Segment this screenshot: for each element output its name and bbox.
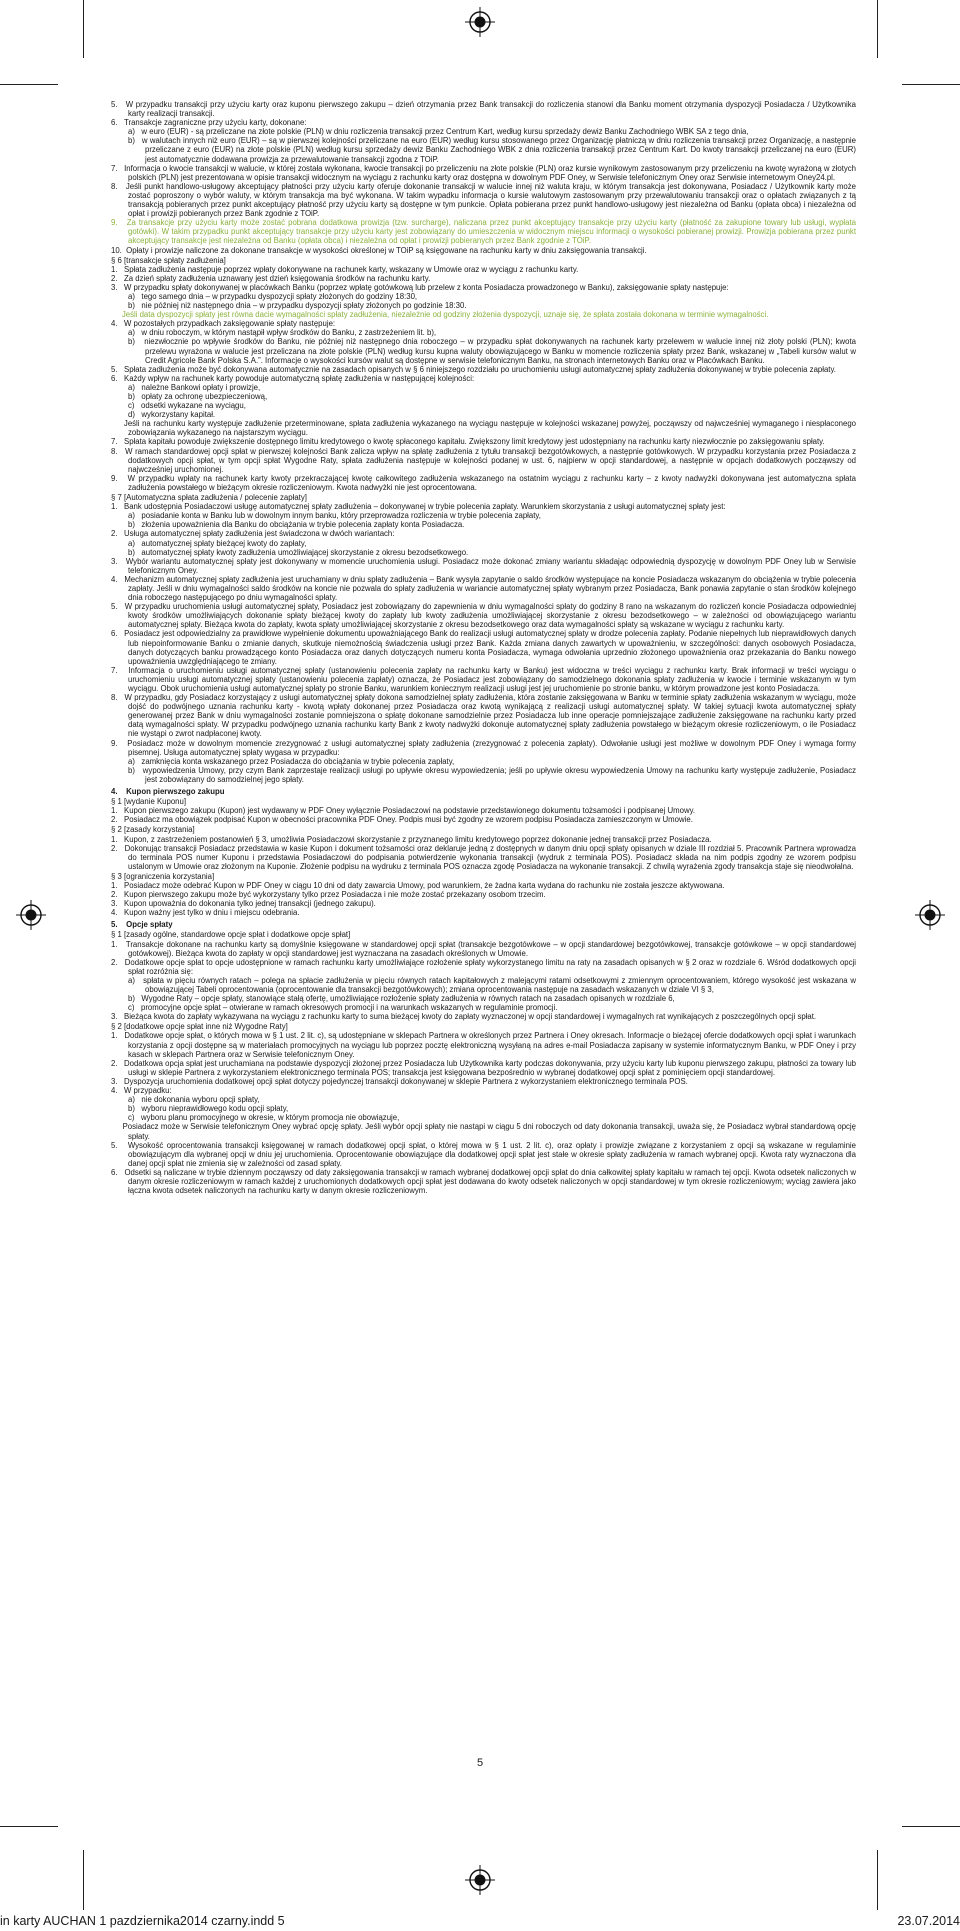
page-number: 5 (476, 1757, 484, 1769)
sub-clause: a) posiadanie konta w Banku lub w dowolnym innym banku, który przeprowadza rozliczenia w trybie polecenia zapłaty, (128, 511, 541, 521)
sub-clause: b) wypowiedzenia Umowy, przy czym Bank zaprzestaje realizacji usługi po upływie okresu wypowiedzenia; jeśli po upływie okresu wypowiedzenia Umowy na rachunku karty występuje zadłużenie, Posiadacz jest zobowiązany do samodzielnej jego spłaty. (128, 765, 856, 784)
clause: 2. Za dzień spłaty zadłużenia uznawany jest dzień księgowania środków na rachunku karty. (111, 273, 431, 283)
crop-mark-bottom-left-v (83, 1850, 84, 1910)
sub-clause: b) niezwłocznie po wpływie środków do Banku, nie później niż następnego dnia roboczego – w przypadku spłat dokonywanych na rachunek karty przelewem w walucie innej niż złoty polski (PLN); kwota przelewu wyrażona w walucie jest przeliczana na złote polskie (PLN) według kursu kupna waluty obowiązującego w Banku w momencie rozliczenia spłaty przez Bank, wskazanej w „Tabeli kursów walut w Credit Agricole Bank Polska S.A.”. Informacje o wysokości kursów walut są dostępne w serwisie telefonicznym Banku, na stronach internetowych Banku oraz w Placówkach Banku. (128, 337, 856, 365)
clause: 8. W przypadku, gdy Posiadacz korzystający z usługi automatycznej spłaty dokona samodzielnej spłaty zadłużenia, która zostanie zaksięgowana w Banku w terminie spłaty zadłużenia wskazanym w wyciągu, może dojść do podwójnego uznania rachunku karty - kwotą wpłaty dokonanej przez Posiadacza oraz kwotą wynikającą z realizacji usługi automatycznej spłaty. W takiej sytuacji kwota automatycznej spłaty generowanej przez Bank w dniu wymagalności zostanie pomniejszona o spłatę dokonane samodzielnie przez Posiadacza lub inne operacje pomniejszające zadłużenie zaksięgowane na rachunku karty przed datą wymagalności spłaty. W przypadku podwójnego uznania rachunku karty Bank z kwoty nadwyżki dokonuje automatycznej spłaty zadłużenia powstałego w bieżącym okresie rozliczeniowym, o ile Posiadacz nie wystąpi o zwrot nadpłaconej kwoty. (111, 693, 856, 739)
crop-mark-bottom-right-h (902, 1826, 960, 1827)
crop-mark-bottom-right-v (877, 1850, 878, 1910)
clause: 4. Mechanizm automatycznej spłaty zadłużenia jest uruchamiany w dniu spłaty zadłużenia – Bank wysyła zapytanie o saldo środków występujące na koncie Posiadacza wskazanym do obciążenia w trybie polecenia zapłaty. Jeśli w dniu wymagalności saldo środków na koncie nie pozwala do spłaty zadłużenia w wariancie automatycznej spłaty wybranym przez Posiadacza, Bank ponawia zapytanie o stan środków kolejnego dnia roboczego następującego po dniu wymagalności spłaty. (111, 574, 856, 603)
clause: Jeśli data dyspozycji spłaty jest równa dacie wymagalności spłaty zadłużenia, niezależnie od godziny złożenia dyspozycji, uznaje się, że spłata została dokonana w terminie wymagalności. (111, 310, 769, 320)
section-heading: § 7 [Automatyczna spłata zadłużenia / polecenie zapłaty] (111, 493, 307, 503)
clause: 9. Posiadacz może w dowolnym momencie zrezygnować z usługi automatycznej spłaty zadłużenia (zrezygnować z polecenia zapłaty). Odwołanie usługi jest możliwe w dowolnym PDF Oney i wymaga formy pisemnej. Usługa automatycznej spłaty wygasa w przypadku: (111, 738, 856, 757)
clause: 5. Wysokość oprocentowania transakcji księgowanej w ramach dodatkowej opcji spłat, o której mowa w § 1 ust. 2 lit. c), oraz opłaty i prowizje związane z korzystaniem z opcji są wskazane w regulaminie obowiązującym dla wybranej opcji w dniu jej uruchomienia. Oprocentowanie obowiązujące dla dodatkowej opcji spłat jest stałe w okresie spłaty zadłużenia w ramach wybranej opcji. Kwota raty wyznaczona dla danej opcji spłat nie zmienia się w zależności od zasad spłaty. (111, 1140, 856, 1168)
registration-mark-left-icon (16, 900, 46, 930)
clause: 1. Dodatkowe opcje spłat, o których mowa w § 1 ust. 2 lit. c), są udostępniane w sklepach Partnera w określonych przez Partnera i Oney okresach. Informacje o bieżącej ofercie dodatkowych opcji spłat i warunkach korzystania z opcji dostępne są w materiałach promocyjnych na wyciągu lub poprzez pocztę elektroniczną wysyłaną na adres e-mail Posiadacza zapisany w systemie informatycznym Banku, w PDF Oney i przy kasach w sklepach Partnera oraz w Serwisie telefonicznym Oney. (111, 1031, 856, 1059)
clause: 1. Kupon pierwszego zakupu (Kupon) jest wydawany w PDF Oney wyłącznie Posiadaczowi na podstawie przedstawionego dokumentu tożsamości i podpisanej Umowy. (111, 806, 696, 816)
clause: 3. Bieżąca kwota do zapłaty wykazywana na wyciągu z rachunku karty to suma bieżącej kwoty do zapłaty wyznaczonej w opcji standardowej i wymagalnych rat wynikających z poszczególnych opcji spłat. (111, 1012, 817, 1022)
clause: 3. W przypadku spłaty dokonywanej w placówkach Banku (poprzez wpłatę gotówkową lub przelew z konta Posiadacza prowadzonego w Banku), zaksięgowanie spłaty następuje: (111, 282, 729, 292)
sub-clause: a) w dniu roboczym, w którym nastąpił wpływ środków do Banku, z zastrzeżeniem lit. b), (128, 328, 437, 338)
clause: 5. Spłata zadłużenia może być dokonywana automatycznie na zasadach opisanych w § 6 niniejszego rozdziału po uruchomieniu usługi automatycznej spłaty zadłużenia dokonywanej w trybie polecenia zapłaty. (111, 364, 836, 374)
clause: 6. Transakcje zagraniczne przy użyciu karty, dokonane: (111, 118, 307, 128)
clause: 1. Kupon, z zastrzeżeniem postanowień § 3, umożliwia Posiadaczowi skorzystanie z przyznanego limitu kredytowego poprzez dokonanie jednej transakcji przez Posiadacza. (111, 834, 712, 844)
sub-clause: b) nie później niż następnego dnia – w przypadku dyspozycji spłaty złożonych po godzinie 18:30. (128, 301, 467, 311)
terms-body-text (111, 100, 856, 1195)
clause: 2. Kupon pierwszego zakupu może być wykorzystany tylko przez Posiadacza i nie może zostać przekazany osobom trzecim. (111, 890, 546, 900)
print-slug-filename: in karty AUCHAN 1 pazdziernika2014 czarny.indd 5 (0, 1914, 285, 1928)
sub-clause: b) automatycznej spłaty kwoty zadłużenia umożliwiającej skorzystanie z okresu bezodsetkowego. (128, 547, 469, 557)
crop-mark-top-right-h (902, 84, 960, 85)
clause: 6. Każdy wpływ na rachunek karty powoduje automatyczną spłatę zadłużenia w następującej kolejności: (111, 373, 475, 383)
clause: 3. Kupon upoważnia do dokonania tylko jednej transakcji (jednego zakupu). (111, 899, 376, 909)
section-heading: § 1 [zasady ogólne, standardowe opcje spłat i dodatkowe opcje spłat] (111, 930, 351, 940)
clause: 1. Transakcje dokonane na rachunku karty są domyślnie księgowane w standardowej opcji spłat (transakcje bezgotówkowe – w opcji standardowej bezgotówkowej, transakcje gotówkowe – w opcji standardowej gotówkowej). Bieżąca kwota do zapłaty w opcji standardowej jest wyznaczana na zasadach określonych w Umowie. (111, 939, 856, 958)
crop-mark-bottom-left-h (0, 1826, 58, 1827)
crop-mark-top-left-h (0, 84, 58, 85)
clause: Posiadacz może w Serwisie telefonicznym Oney wybrać opcję spłaty. Jeśli wybór opcji spłaty nie nastąpi w ciągu 5 dni roboczych od daty dokonania transakcji, uważa się, że Posiadacz wybrał standardową opcję spłaty. (111, 1122, 856, 1141)
clause: 2. Dodatkowa opcja spłat jest uruchamiana na podstawie dyspozycji złożonej przez Posiadacza lub Użytkownika karty podczas dokonywania, przy użyciu karty lub kuponu pierwszego zakupu, płatności za towary lub usługi w sklepie Partnera z wykorzystaniem elektronicznego terminala POS; transakcja jest księgowana bezpośrednio w wybranej dodatkowej opcji spłat z pominięciem opcji standardowej. (111, 1058, 856, 1077)
sub-clause: a) należne Bankowi opłaty i prowizje, (128, 382, 261, 392)
clause: 3. Wybór wariantu automatycznej spłaty jest dokonywany w momencie uruchomienia usługi. Posiadacz może dokonać zmiany wariantu składając odpowiednią dyspozycję w dowolnym PDF Oney lub w Serwisie telefonicznym Oney. (111, 556, 856, 575)
clause: 7. Informacja o uruchomieniu usługi automatycznej spłaty (ustanowieniu polecenia zapłaty na rachunku karty w Banku) jest widoczna w treści wyciągu z rachunku karty. Brak informacji w treści wyciągu o uruchomieniu usługi automatycznej spłaty (ustanowieniu polecenia zapłaty) oznacza, że Posiadacz jest zobowiązany do samodzielnego dokonania spłaty zadłużenia w kwocie i terminie wskazanym w tym wyciągu. Obok uruchomienia usługi automatycznej spłaty po stronie Banku, warunkiem koniecznym realizacji usługi jest jej uruchomienie po stronie banku, w którym prowadzone jest konto Posiadacza. (111, 665, 856, 693)
section-heading: 5. Opcje spłaty (111, 920, 173, 930)
sub-clause: b) złożenia upoważnienia dla Banku do obciążania w trybie polecenia zapłaty konta Posiadacza. (128, 520, 465, 530)
clause: 1. Bank udostępnia Posiadaczowi usługę automatycznej spłaty zadłużenia – dokonywanej w trybie polecenia zapłaty. Warunkiem skorzystania z usługi automatycznej spłaty jest: (111, 502, 726, 512)
sub-clause: a) w euro (EUR) - są przeliczane na złote polskie (PLN) w dniu rozliczenia transakcji przez Centrum Kart, według kursu sprzedaży dewiz Banku Zachodniego WBK SA z tego dnia, (128, 127, 749, 137)
clause: 5. W przypadku uruchomienia usługi automatycznej spłaty, Posiadacz jest zobowiązany do zapewnienia w dniu wymagalności spłaty do godziny 8 rano na wskazanym do rozliczeń koncie Posiadacza odpowiedniej kwoty środków umożliwiających dokonanie spłaty bieżącej kwoty do zapłaty lub kwoty zadłużenia umożliwiającej skorzystanie z okresu bezodsetkowego – w zależności od obowiązującego wariantu automatycznej spłaty. Bieżąca kwota do zapłaty, kwota spłaty umożliwiającej skorzystanie z okresu bezodsetkowego oraz data wymagalności spłaty są wskazane w wyciągu z rachunku karty. (111, 602, 856, 630)
section-heading: § 2 [zasady korzystania] (111, 825, 195, 835)
sub-clause: c) wyboru planu promocyjnego w okresie, w którym promocja nie obowiązuje, (128, 1113, 400, 1123)
clause: 4. Kupon ważny jest tylko w dniu i miejscu odebrania. (111, 908, 300, 918)
sub-clause: b) Wygodne Raty – opcje spłaty, stanowiące stałą ofertę, umożliwiające rozłożenie spłaty zadłużenia w równych ratach na zasadach opisanych w rozdziale 6, (128, 994, 675, 1004)
clause: 1. Spłata zadłużenia następuje poprzez wpłaty dokonywane na rachunek karty, wskazany w Umowie oraz w wyciągu z rachunku karty. (111, 264, 579, 274)
clause: 10. Opłaty i prowizje naliczone za dokonane transakcje w wysokości określonej w TOiP są księgowane na rachunku karty w dniu zaksięgowania transakcji. (111, 245, 647, 255)
section-heading: § 6 [transakcje spłaty zadłużenia] (111, 255, 226, 265)
clause: 2. Posiadacz ma obowiązek podpisać Kupon w obecności pracownika PDF Oney. Podpis musi być zgodny ze wzorem podpisu Posiadacza zamieszczonym w Umowie. (111, 815, 693, 825)
clause: 2. Dodatkowe opcje spłat to opcje udostępnione w ramach rachunku karty umożliwiające rozłożenie spłaty wykorzystanego limitu na raty na zasadach opisanych w § 2 oraz w rozdziale 6. Wśród dodatkowych opcji spłat rozróżnia się: (111, 957, 856, 976)
clause: 9. Za transakcje przy użyciu karty może zostać pobrana dodatkowa prowizja (tzw. surcharge), naliczana przez punkt akceptujący transakcje przy użyciu karty (płatność za zakupione towary lub usługi, wypłata gotówki). W takim przypadku punkt akceptujący transakcje przy użyciu karty jest zobowiązany do umieszczenia w widocznym miejscu informacji o wysokości pobieranej prowizji. Prowizja pobierana przez punkt akceptujący transakcje jest niezależna od Banku (opłata obca) i niezależna od opłat i prowizji pobieranych przez Bank zgodnie z TOiP. (111, 218, 856, 246)
section-heading: § 1 [wydanie Kuponu] (111, 797, 186, 807)
registration-mark-top-icon (465, 7, 495, 37)
clause: Jeśli na rachunku karty występuje zadłużenie przeterminowane, spłata zadłużenia wykazanego na wyciągu następuje w kolejności wskazanej powyżej, począwszy od najwcześniej wymaganego i niespłaconego zobowiązania wykazanego na najstarszym wyciągu. (111, 419, 856, 438)
registration-mark-bottom-icon (465, 1865, 495, 1895)
sub-clause: a) automatycznej spłaty bieżącej kwoty do zapłaty, (128, 538, 307, 548)
sub-clause: a) nie dokonania wyboru opcji spłaty, (128, 1095, 260, 1105)
crop-mark-top-left-v (83, 0, 84, 58)
registration-mark-right-icon (915, 900, 945, 930)
print-slug-date: 23.07.2014 (897, 1914, 960, 1928)
clause: 7. Spłata kapitału powoduje zwiększenie dostępnego limitu kredytowego o kwotę spłaconego kapitału. Zwiększony limit kredytowy jest udostępniany na rachunku karty niezwłocznie po zaksięgowaniu spłaty. (111, 437, 825, 447)
clause: 2. Usługa automatycznej spłaty zadłużenia jest świadczona w dwóch wariantach: (111, 529, 395, 539)
clause: 1. Posiadacz może odebrać Kupon w PDF Oney w ciągu 10 dni od daty zawarcia Umowy, pod warunkiem, że żadna karta wydana do rachunku nie została jeszcze aktywowana. (111, 880, 725, 890)
section-heading: 4. Kupon pierwszego zakupu (111, 787, 225, 797)
clause: 8. W ramach standardowej opcji spłat w pierwszej kolejności Bank zalicza wpływ na spłatę zadłużenia z tytułu transakcji bezgotówkowych, a następnie gotówkowych. W przypadku korzystania przez Posiadacza z dodatkowych opcji spłat, w tym opcji spłat Wygodne Raty, spłata zadłużenia następuje w kolejności podanej w ust. 6, najpierw w opcji standardowej, a następnie w opcjach dodatkowych począwszy od najwcześniej uruchomionej. (111, 446, 856, 474)
clause: 5. W przypadku transakcji przy użyciu karty oraz kuponu pierwszego zakupu – dzień otrzymania przez Bank transakcji do rozliczenia stanowi dla Banku moment otrzymania dyspozycji Posiadacza / Użytkownika karty realizacji transakcji. (111, 100, 856, 119)
clause: 7. Informacja o kwocie transakcji w walucie, w której została wykonana, kwocie transakcji po przeliczeniu na złote polskie (PLN) oraz kursie wynikowym zastosowanym przy przeliczeniu na kwotę wyrażoną w złotych polskich (PLN) jest prezentowana w opisie transakcji widocznym na wyciągu z rachunku karty oraz dostępna w dowolnym PDF Oney, w Serwisie telefonicznym Oney oraz Serwisie internetowym Oney24.pl. (111, 163, 856, 182)
clause: 6. Odsetki są naliczane w trybie dziennym począwszy od daty zaksięgowania transakcji w ramach wybranej dodatkowej opcji spłat do dnia całkowitej spłaty kapitału w ramach tej opcji. Kwota odsetek naliczonych w danym okresie rozliczeniowym w ramach każdej z uruchomionych dodatkowych opcji spłat jest dodawana do kwoty odsetek naliczonych w opcji standardowej w tym okresie rozliczeniowym; wyciąg zawiera jako łączna kwota odsetek naliczonych na rachunku karty w danym okresie rozliczeniowym. (111, 1167, 856, 1196)
sub-clause: c) odsetki wykazane na wyciągu, (128, 401, 246, 411)
clause: 3. Dyspozycja uruchomienia dodatkowej opcji spłat dotyczy pojedynczej transakcji dokonywanej w sklepie Partnera z wykorzystaniem elektronicznego terminala POS. (111, 1076, 688, 1086)
clause: 4. W przypadku: (111, 1086, 172, 1096)
sub-clause: b) opłaty za ochronę ubezpieczeniową, (128, 392, 268, 401)
crop-mark-top-right-v (877, 0, 878, 58)
sub-clause: b) w walutach innych niż euro (EUR) – są w pierwszej kolejności przeliczane na euro (EUR) według kursu stosowanego przez Organizację płatniczą w dniu rozliczenia transakcji przez Organizację, a następnie przeliczane z euro (EUR) na złote polskie (PLN) według kursu sprzedaży dewiz Banku Zachodniego WBK z dnia rozliczenia transakcji przez Centrum Kart. Do kwoty transakcji przeliczanej na euro (EUR) jest automatycznie dodawana prowizja za przewalutowanie transakcji zgodna z TOiP. (128, 136, 856, 164)
sub-clause: a) tego samego dnia – w przypadku dyspozycji spłaty złożonych do godziny 18:30, (128, 291, 418, 301)
clause: 8. Jeśli punkt handlowo-usługowy akceptujący płatności przy użyciu karty oferuje dokonanie transakcji w walucie innej niż waluta kraju, w którym transakcja jest dokonywana, Posiadacz / Użytkownik karty może zostać poproszony o wybór waluty, w którym transakcja ma być wykonana. W takim wypadku informacja o kursie walutowym zastosowanym przy przewalutowaniu transakcji oraz o opłatach związanych z tą transakcją pobieranych przez punkt akceptujący płatność przy użyciu karty są dostępne w tym punkcie. Opłata pobierana przez punkt handlowo-usługowy jest niezależna od Banku (opłata obca) i niezależna od opłat i prowizji pobieranych przez Bank zgodnie z TOiP. (111, 181, 856, 219)
sub-clause: d) wykorzystany kapitał. (128, 410, 216, 420)
clause: 2. Dokonując transakcji Posiadacz przedstawia w kasie Kupon i dokument tożsamości oraz deklaruje jedną z dostępnych w danym dniu opcji spłaty opisanych w dziale III rozdział 5. Pracownik Partnera wprowadza do terminala POS numer Kuponu i przedstawia Posiadaczowi do podpisania potwierdzenie wykonania transakcji (wydruk z terminala POS). Posiadacz składa na nim podpis zgodny ze wzorem podpisu ustalonym w Umowie oraz złożonym na Kuponie. Złożenie podpisu na wydruku z terminala POS oznacza zgodę Posiadacza na wykonanie transakcji. Z chwilą wyrażenia zgody transakcja staje się nieodwołalna. (111, 843, 856, 871)
section-heading: § 2 [dodatkowe opcje spłat inne niż Wygodne Raty] (111, 1022, 288, 1032)
sub-clause: a) spłata w pięciu równych ratach – polega na spłacie zadłużenia w pięciu równych ratach kapitałowych z malejącymi ratami odsetkowymi z zmiennym oprocentowaniem, którego wysokość jest wskazana w obowiązującej Tabeli oprocentowania (oprocentowanie dla transakcji bezgotówkowych); zmiana oprocentowania następuje na zasadach wskazanych w dziale VI § 3, (128, 975, 856, 994)
sub-clause: b) wyboru nieprawidłowego kodu opcji spłaty, (128, 1104, 289, 1114)
sub-clause: a) zamknięcia konta wskazanego przez Posiadacza do obciążania w trybie polecenia zapłaty, (128, 756, 455, 766)
clause: 6. Posiadacz jest odpowiedzialny za prawidłowe wypełnienie dokumentu upoważniającego Bank do realizacji usługi automatycznej spłaty w drodze polecenia zapłaty. Podanie niepełnych lub nieprawidłowych danych lub niepoinformowanie Banku o zmianie danych, skutkuje niemożnością świadczenia usługi przez Bank. Każda zmiana danych zawartych w upoważnieniu, w szczególności: danych osobowych Posiadacza, danych dotyczących banku prowadzącego konto Posiadacza oraz danych dotyczących numeru konta Posiadacza, wymaga odwołania uprzednio złożonego upoważnienia oraz przekazania do Banku nowego upoważnienia uwzględniającego te zmiany. (111, 629, 856, 666)
section-heading: § 3 [ograniczenia korzystania] (111, 871, 215, 881)
clause: 4. W pozostałych przypadkach zaksięgowanie spłaty następuje: (111, 319, 336, 329)
sub-clause: c) promocyjne opcje spłat – otwierane w ramach okresowych promocji i na warunkach wskazanych w regulaminie promocji. (128, 1003, 558, 1013)
clause: 9. W przypadku wpłaty na rachunek karty kwoty przekraczającej kwotę całkowitego zadłużenia wskazanego na ostatnim wyciągu z rachunku karty – z kwoty nadwyżki dokonywana jest automatyczna spłata zadłużenia powstałego w bieżącym okresie rozliczeniowym. Kwota nadwyżki nie jest oprocentowana. (111, 473, 856, 492)
